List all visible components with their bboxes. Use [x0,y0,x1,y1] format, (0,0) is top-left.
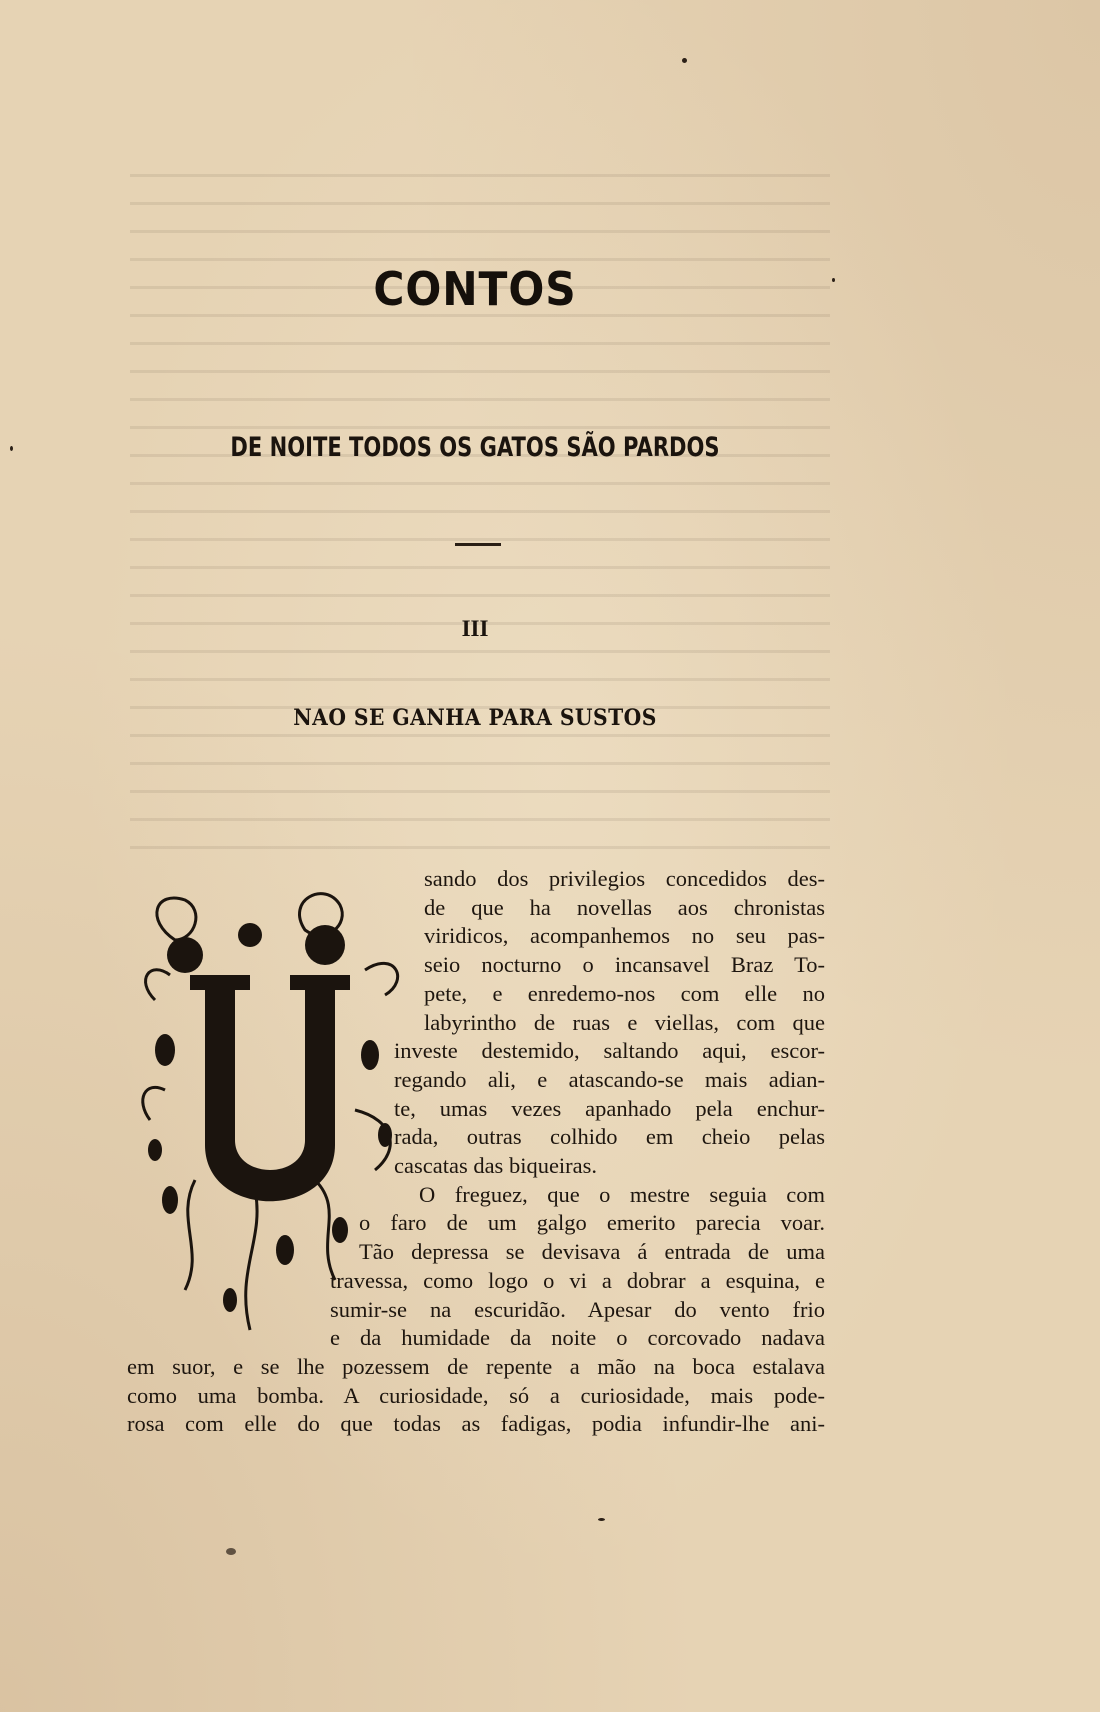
body-line: travessa, como logo o vi a dobrar a esquina, e [330,1267,825,1293]
body-line: regando ali, e atascando-se mais adian- [394,1066,825,1092]
paper-speck [10,446,13,451]
body-line: pete, e enredemo-nos com elle no [424,980,825,1006]
story-title: DE NOITE TODOS OS GATOS SÃO PARDOS [230,432,720,463]
body-line: te, umas vezes apanhado pela enchur- [394,1095,825,1121]
body-line: sumir-se na escuridão. Apesar do vento frio [330,1296,825,1322]
paper-speck [226,1548,236,1555]
section-title: CONTOS [373,262,577,316]
body-line: viridicos, acompanhemos no seu pas- [424,923,825,949]
body-line: como uma bomba. A curiosidade, só a curiosidade, mais pode- [127,1382,825,1408]
body-line: o faro de um galgo emerito parecia voar. [359,1210,825,1236]
paper-speck [682,58,687,63]
body-line: sando dos privilegios concedidos des- [424,866,825,891]
chapter-number: III [461,616,489,641]
body-line: e da humidade da noite o corcovado nadava [330,1325,825,1351]
title-rule [455,543,501,546]
body-line: rada, outras colhido em cheio pelas [394,1124,825,1150]
body-line: O freguez, que o mestre seguia com [419,1181,825,1207]
body-line: labyrintho de ruas e viellas, com que [424,1009,825,1035]
body-line: em suor, e se lhe pozessem de repente a mão na boca estalava [127,1353,825,1379]
paper-speck [598,1518,605,1521]
body-line: rosa com elle do que todas as fadigas, podia infundir-lhe ani- [127,1411,825,1437]
chapter-title: NAO SE GANHA PARA SUSTOS [293,705,657,731]
body-line: investe destemido, saltando aqui, escor- [394,1038,825,1064]
body-line: de que ha novellas aos chronistas [424,894,825,920]
body-line: seio nocturno o incansavel Braz To- [424,952,825,978]
body-line: cascatas das biqueiras. [394,1153,598,1178]
paper-speck [832,278,835,282]
body-line: Tão depressa se devisava á entrada de uma [359,1239,825,1265]
